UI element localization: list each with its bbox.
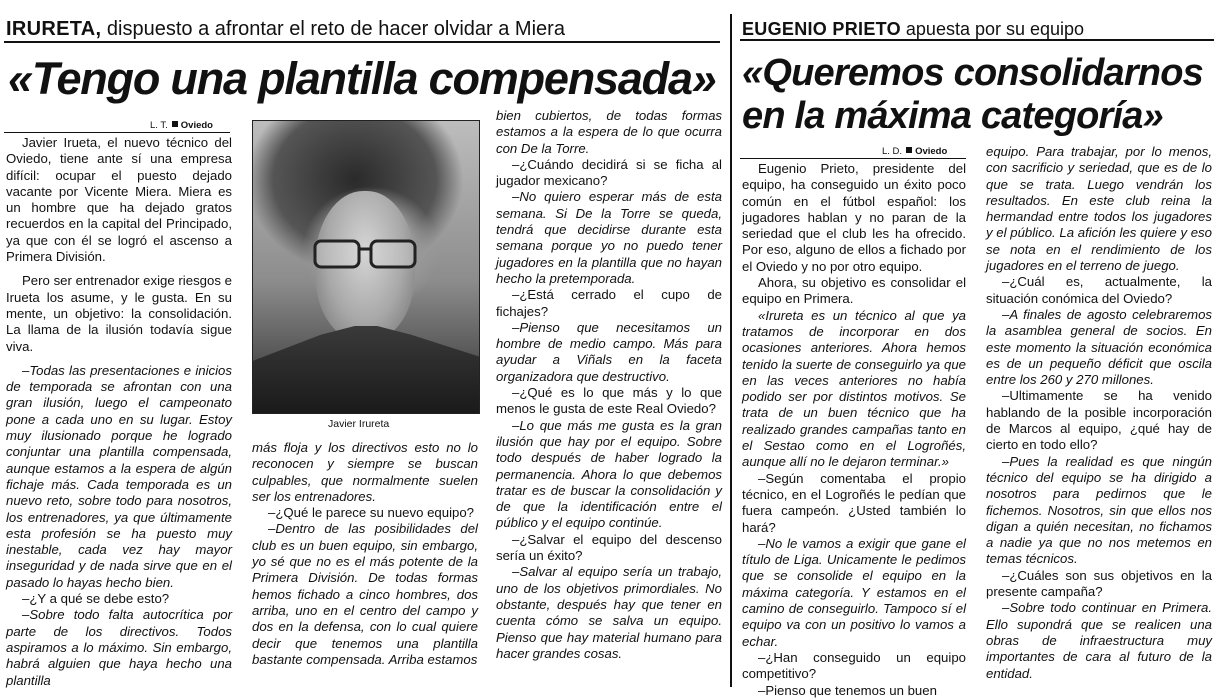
paragraph: –A finales de agosto celebraremos la asamblea general de socios. En este momento la situación económica es de un pequeño déficit que oscila entre los 260 y 270 millones. [986,306,1212,388]
photo-glasses-icon [311,237,419,271]
byline-square-icon [172,121,178,127]
right-kicker [742,18,1084,40]
left-kicker-text: dispuesto a afrontar el reto de hacer olvidar a Miera [101,18,565,40]
paragraph: –Sobre todo falta autocrítica por parte de los directivos. Todos aspiramos a lo máximo. Sin embargo, habrá alguien que haya hecho una plantilla [6,607,232,688]
paragraph: –¿Han conseguido un equipo competitivo? [742,649,966,682]
paragraph: –¿Qué es lo que más y lo que menos le gusta de este Real Oviedo? [496,385,722,417]
right-byline-rule [740,158,966,159]
paragraph: –Pienso que tenemos un buen [758,682,937,698]
paragraph: –¿Qué le parece su nuevo equipo? [268,505,475,521]
paragraph: –¿Y a qué se debe esto? [22,591,170,607]
right-kicker-name: EUGENIO PRIETO [742,19,901,39]
photo-caption: Javier Irureta [328,418,390,430]
paragraph: –¿Salvar el equipo del descenso sería un éxito? [496,531,722,564]
left-byline [150,120,213,132]
paragraph: –Salvar al equipo sería un trabajo, uno de los objetivos primordiales. No obstante, después hay que tener en cuenta cómo se salva un equipo. Pienso que hay material humano para hacer grandes cosas. [496,564,722,661]
paragraph: –¿Está cerrado el cupo de fichajes? [496,287,722,319]
paragraph: –Dentro de las posibilidades del club es un buen equipo, sin embargo, yo sé que no es el más potente de la Primera División. De todas formas hemos fichado a cinco hombres, dos arriba, uno en el centro del campo y dos en la defensa, con lo cual quiere decir que tenemos una plantilla bastante compensada. Arriba estamos [252,521,478,667]
paragraph: equipo. Para trabajar, por lo menos, con sacrificio y seriedad, que es de lo que se trata. Luego vendrán los resultados. En este club reina la hermandad entre todos los jugadores y el público. La afición les quiere y eso se nota en el rendimiento de los jugadores en el terreno de juego. [986,144,1212,274]
left-headline: «Tengo una plantilla compensada» [8,53,716,104]
paragraph: –Ultimamente se ha venido hablando de la posible incorporación de Marcos al equipo, ¿qué hay de cierto en todo ello? [986,388,1212,453]
left-column-1 [6,135,232,687]
paragraph: bien cubiertos, de todas formas estamos a la espera de lo que ocurra con De la Torre. [496,108,722,156]
paragraph: –¿Cuáles son sus objetivos en la presente campaña? [986,567,1212,600]
irureta-photo [252,120,480,414]
paragraph: Pero ser entrenador exige riesgos e Irueta los asume, y le gusta. En su mente, un objetivo: la consolidación. La llama de la ilusión todavía sigue viva. [6,273,232,354]
paragraph: –Todas las presentaciones e inicios de temporada se afrontan con una gran ilusión, luego el campeonato pone a cada uno en su lugar. Estoy muy ilusionado porque he logrado conjuntar una plantilla compensada, aunque estamos a la espera de algún fichaje más. Cada temporada es un nuevo reto, sobre todo para nosotros, los entrenadores, ya que últimamente esta profesión se ha puesto muy inestable, cada vez hay mayor inseguridad y de nada sirve que en el pasado lo hayas hecho bien. [6,362,232,590]
left-column-3 [496,108,722,687]
paragraph: Javier Irueta, el nuevo técnico del Oviedo, tiene ante sí una empresa difícil: ocupar el puesto dejado vacante por Vicente Miera. Miera es un hombre que ha dejado gratos recuerdos en la capital del Principado, ya que con él se logró el ascenso a Primera División. [6,135,232,265]
paragraph: «Irureta es un técnico al que ya tratamos de incorporar en dos ocasiones anteriores. Ahora hemos tenido la suerte de conseguirlo ya que en las veces anteriores no había podido ser por distintos motivos. Se trata de un buen técnico que ha realizado grandes campañas tanto en el Sestao como en el Logroñés, aunque allí no le dejaron terminar.» [742,307,966,470]
right-headline-line1: «Queremos consolidarnos [742,52,1203,94]
right-column-2 [986,144,1212,687]
right-headline-line2: en la máxima categoría» [742,95,1163,137]
left-byline-place: Oviedo [180,120,213,131]
paragraph: –Según comentaba el propio técnico, en el Logroñés le pedían que fuera campeón. ¿Usted también lo hará? [742,470,966,535]
right-top-rule [740,39,1214,41]
paragraph: –No quiero esperar más de esta semana. Si De la Torre se queda, tendrá que decidirse durante esta semana porque yo no puedo tener jugadores en la plantilla que no hayan hecho la pretemporada. [496,189,722,286]
paragraph: Ahora, su objetivo es consolidar el equipo en Primera. [742,275,966,307]
right-column-1 [742,161,966,698]
paragraph: –Pienso que necesitamos un hombre de medio campo. Más para ayudar a Viñals en la faceta organizadora que destructivo. [496,319,722,384]
paragraph: Eugenio Prieto, presidente del equipo, ha conseguido un éxito poco común en el fútbol español: los jugadores hablan y no paran de la seriedad que el club les ha ofrecido. Por eso, alguno de ellos a fichado por el Oviedo y no por otro equipo. [742,161,966,274]
left-byline-rule [4,132,230,133]
paragraph: –Pues la realidad es que ningún técnico del equipo se ha dirigido a nosotros para pedirnos que le fichemos. Nosotros, sin que ellos nos digan a quién necesitan, no fichamos a nadie ya que no nos metemos en temas técnicos. [986,453,1212,567]
paragraph: –Sobre todo continuar en Primera. Ello supondrá que se realicen una obras de infraestructura muy importantes de cara al futuro de la entidad. [986,600,1212,681]
left-byline-author: L. T. [150,120,168,131]
byline-square-icon [906,147,912,153]
paragraph: –Lo que más me gusta es la gran ilusión que hay por el equipo. Sobre todo después de haber logrado la permanencia. Ahora lo que debemos tratar es de buscar la consolidación y de que la identificación entre el público y el equipo continúe. [496,417,722,531]
right-kicker-text: apuesta por su equipo [900,19,1085,39]
left-kicker [6,18,565,40]
paragraph: más floja y los directivos esto no lo reconocen y siempre se buscan culpables, que normalmente suelen ser los entrenadores. [252,440,478,504]
right-byline-place: Oviedo [915,146,948,157]
right-byline-author: L. D. [882,146,903,157]
photo-coat [253,326,479,413]
paragraph: –¿Cuándo decidirá si se ficha al jugador mexicano? [496,156,722,189]
article-divider [730,14,732,687]
right-byline [882,146,947,158]
paragraph: –No le vamos a exigir que gane el título de Liga. Unicamente le pedimos que se consolide el equipo en la máxima categoría. Y estamos en el camino de conseguirlo. Tampoco sí el equipo va con un positivo lo vamos a echar. [742,535,966,649]
left-kicker-name: IRURETA, [6,18,102,40]
left-top-rule [4,41,720,43]
paragraph: –¿Cuál es, actualmente, la situación conómica del Oviedo? [986,274,1212,306]
left-column-2 [252,440,478,687]
